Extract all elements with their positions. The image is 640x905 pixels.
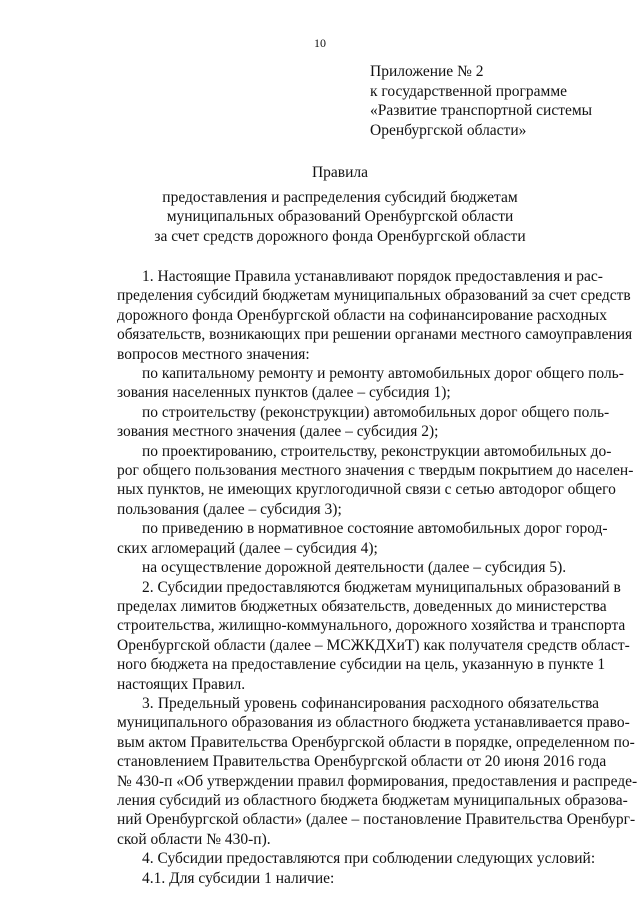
- body-paragraph: [117, 403, 610, 442]
- paragraph-line: обязательств, возникающих при решении органами местного самоуправления: [117, 326, 633, 344]
- body-paragraph: [117, 869, 599, 888]
- body-paragraph: [117, 364, 624, 403]
- appendix-line: «Развитие транспортной системы: [370, 102, 593, 119]
- title-line: муниципальных образований Оренбургской области: [166, 208, 514, 225]
- paragraph-line: строительства, жилищно-коммунального, дорожного хозяйства и транспорта: [117, 617, 626, 635]
- appendix-line: к государственной программе: [370, 82, 568, 100]
- paragraph-line: 3. Предельный уровень софинансирования расходного обязательства: [142, 694, 599, 712]
- paragraph-line: ного бюджета на предоставление субсидии на цель, указанную в пункте 1: [117, 656, 606, 674]
- paragraph-line: по капитальному ремонту и ремонту автомобильных дорог общего поль-: [142, 365, 624, 383]
- paragraph-line: пределения субсидий бюджетам муниципальных образований за счет средств: [117, 287, 631, 305]
- paragraph-line: вопросов местного значения:: [117, 345, 310, 363]
- paragraph-line: по проектированию, строительству, реконструкции автомобильных до-: [142, 442, 612, 460]
- paragraph-line: на осуществление дорожной деятельности (далее – субсидия 5).: [142, 559, 567, 577]
- paragraph-line: муниципального образования из областного бюджета устанавливается право-: [117, 714, 630, 732]
- document-title: [0, 163, 640, 246]
- paragraph-line: ных пунктов, не имеющих круглогодичной связи с сетью автодорог общего: [117, 481, 616, 499]
- paragraph-line: пользования (далее – субсидия 3);: [117, 500, 342, 518]
- paragraph-line: № 430-п «Об утверждении правил формирования, предоставления и распреде-: [117, 772, 638, 790]
- paragraph-line: зования населенных пунктов (далее – субсидия 1);: [117, 384, 451, 402]
- appendix-line: Оренбургской области»: [370, 121, 527, 139]
- paragraph-line: 2. Субсидии предоставляются бюджетам муниципальных образований в: [142, 578, 621, 596]
- paragraph-line: вым актом Правительства Оренбургской области в порядке, определенном по-: [117, 733, 635, 751]
- body-paragraph: [117, 267, 633, 364]
- title-line: предоставления и распределения субсидий бюджетам: [162, 188, 518, 206]
- paragraph-line: 4. Субсидии предоставляются при соблюдении следующих условий:: [142, 850, 596, 868]
- paragraph-line: 4.1. Для субсидии 1 наличие:: [142, 869, 335, 887]
- paragraph-line: настоящих Правил.: [117, 675, 246, 693]
- paragraph-line: рог общего пользования местного значения с твердым покрытием до населен-: [117, 462, 634, 480]
- paragraph-line: по строительству (реконструкции) автомобильных дорог общего поль-: [142, 403, 610, 421]
- body-paragraph: [117, 578, 630, 694]
- appendix-header: [370, 62, 632, 140]
- paragraph-line: по приведению в нормативное состояние автомобильных дорог город-: [142, 520, 608, 538]
- title-line: за счет средств дорожного фонда Оренбургской области: [154, 227, 526, 245]
- body-paragraph: [117, 694, 638, 849]
- body-paragraph: [117, 558, 599, 577]
- body-paragraph: [117, 519, 608, 558]
- paragraph-line: Оренбургской области (далее – МСЖКДХиТ) как получателя средств област-: [117, 636, 630, 654]
- paragraph-line: ских агломераций (далее – субсидия 4);: [117, 539, 378, 557]
- paragraph-line: зования местного значения (далее – субсидия 2);: [117, 423, 439, 441]
- document-body: [117, 267, 638, 888]
- paragraph-line: пределах лимитов бюджетных обязательств, доведенных до министерства: [117, 597, 607, 615]
- paragraph-line: ской области № 430-п).: [117, 830, 271, 848]
- body-paragraph: [117, 849, 599, 868]
- paragraph-line: 1. Настоящие Правила устанавливают порядок предоставления и рас-: [142, 268, 603, 285]
- body-paragraph: [117, 442, 634, 520]
- title-heading: Правила: [311, 164, 369, 181]
- appendix-line: Приложение № 2: [370, 63, 484, 80]
- paragraph-line: ний Оренбургской области» (далее – постановление Правительства Оренбург-: [117, 811, 636, 829]
- paragraph-line: ления субсидий из областного бюджета бюджетам муниципальных образова-: [117, 791, 628, 809]
- paragraph-line: дорожного фонда Оренбургской области на софинансирование расходных: [117, 306, 607, 324]
- paragraph-line: становлением Правительства Оренбургской области от 20 июня 2016 года: [117, 753, 607, 771]
- page-number: 10: [314, 36, 326, 50]
